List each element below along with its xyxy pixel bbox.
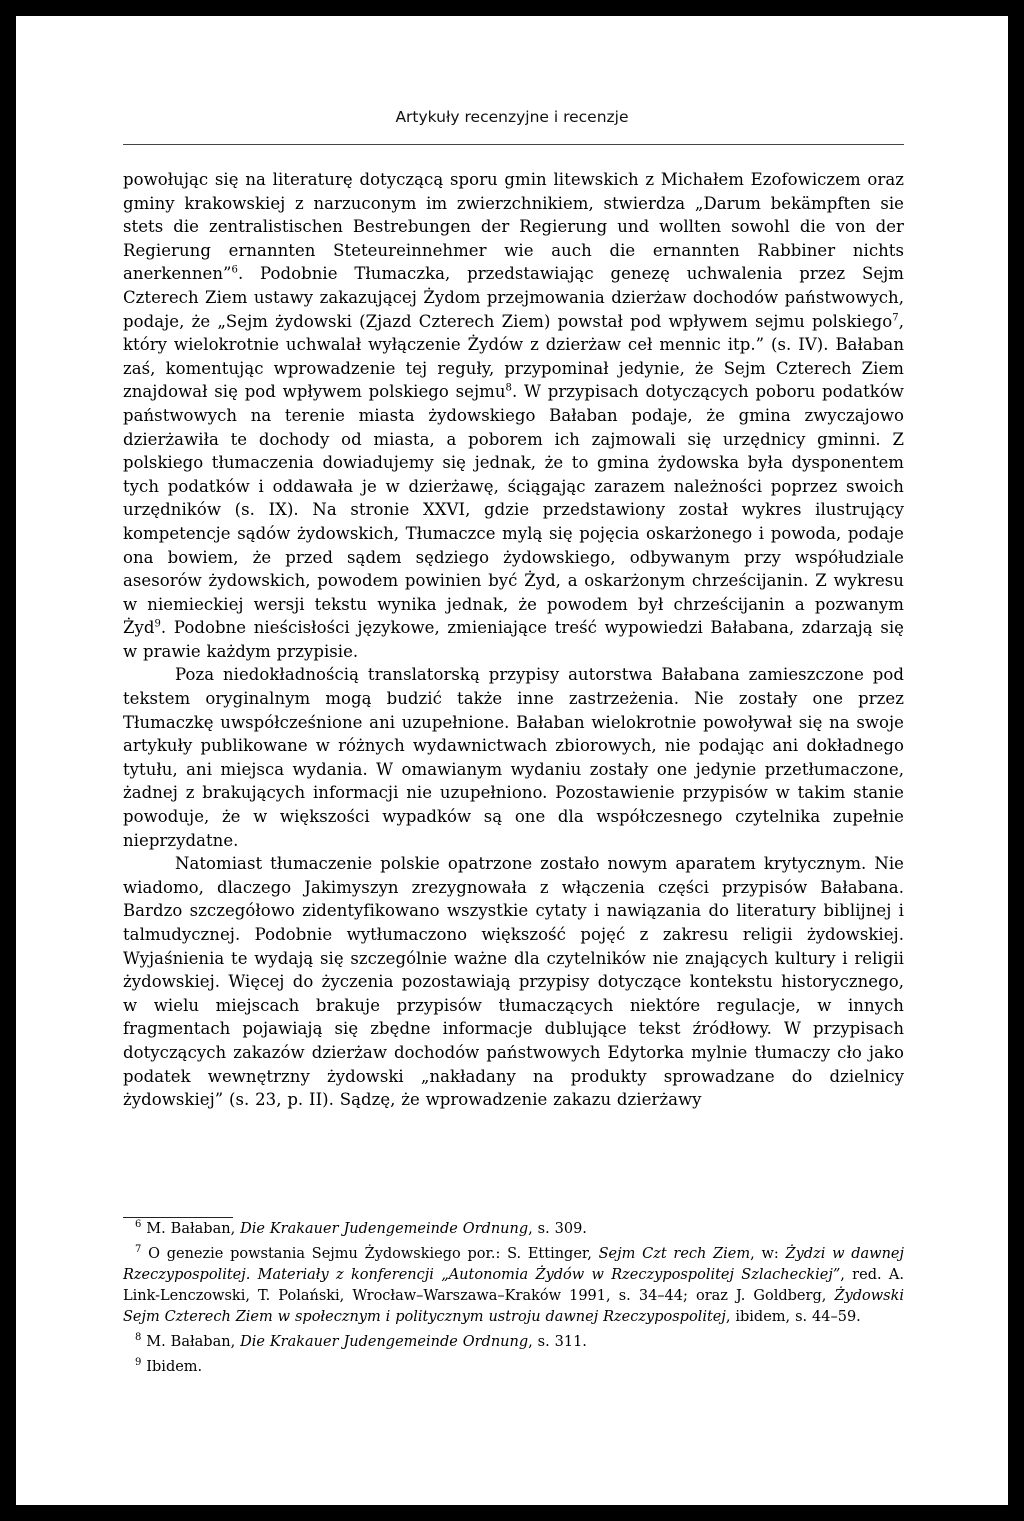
footnote-text: , w:: [750, 1246, 786, 1262]
footnote-text: M. Bałaban,: [146, 1334, 241, 1350]
footnote-number: 6: [135, 1219, 142, 1231]
footnote-text: M. Bałaban,: [146, 1221, 241, 1237]
footnote-number: 8: [135, 1332, 142, 1344]
document-page: [16, 16, 1008, 1505]
footnotes: [123, 1219, 904, 1382]
footnote-title: Die Krakauer Judengemeinde Ordnung: [240, 1221, 529, 1237]
footnote-7: [123, 1244, 904, 1328]
footnote-text: , s. 309.: [528, 1221, 587, 1237]
footnote-title: Żydzi w dawnej Rzeczypospolitej. Materiały z konferencji „Autonomia Żydów w Rzeczypospolitej Szlacheckiej”: [123, 1246, 904, 1283]
footnote-text: , ibidem, s. 44–59.: [725, 1309, 861, 1325]
footnote-ref-9[interactable]: 9: [154, 618, 161, 630]
paragraph-3: Natomiast tłumaczenie polskie opatrzone zostało nowym aparatem krytycznym. Nie wiadomo, dlaczego Jakimyszyn zrezygnowała z włączenia części przypisów Bałabana. Bardzo szczegółowo zidentyfikowano wszystkie cytaty i nawiązania do literatury biblijnej i talmudycznej. Podobnie wytłumaczono większość pojęć z zakresu religii żydowskiej. Wyjaśnienia te wydają się szczególnie ważne dla czytelników nie znających kultury i religii żydowskiej. Więcej do życzenia pozostawiają przypisy dotyczące kontekstu historycznego, w wielu miejscach brakuje przypisów tłumaczących niektóre regulacje, w innych fragmentach pojawiają się zbędne informacje dublujące tekst źródłowy. W przypisach dotyczących zakazów dzierżaw dochodów państwowych Edytorka mylnie tłumaczy cło jako podatek wewnętrzny żydowski „nakładany na produkty sprowadzane do dzielnicy żydowskiej” (s. 23, p. II). Sądzę, że wprowadzenie zakazu dzierżawy: [123, 854, 904, 1110]
footnote-text: , s. 311.: [528, 1334, 587, 1350]
paragraph-1-text-c: , który wielokrotnie uchwalał wyłączenie Żydów z dzierżaw ceł mennic itp.” (s. IV). Bałaban zaś, komentując wprowadzenie tej reguły, przypominał jedynie, że Sejm Czterech Ziem znajdował się pod wpływem polskiego sejmu: [123, 311, 904, 402]
paragraph-1-text-d: . W przypisach dotyczących poboru podatków państwowych na terenie miasta żydowskiego Bałaban podaje, że gmina zwyczajowo dzierżawiła te dochody od miasta, a poborem ich zajmowali się urzędnicy gminni. Z polskiego tłumaczenia dowiadujemy się jednak, że to gmina żydowska była dysponentem tych podatków i oddawała je w dzierżawę, ściągając zarazem należności poprzez swoich urzędników (s. IX). Na stronie XXVI, gdzie przedstawiony został wykres ilustrujący kompetencje sądów żydowskich, Tłumaczce mylą się pojęcia oskarżonego i powoda, podaje ona bowiem, że przed sądem sędziego żydowskiego, odbywanym przy współudziale asesorów żydowskich, powodem powinien być Żyd, a oskarżonym chrześcijanin. Z wykresu w niemieckiej wersji tekstu wynika jednak, że powodem był chrześcijanin a pozwanym Żyd: [123, 382, 904, 638]
footnote-title: Żydowski Sejm Czterech Ziem w społecznym i politycznym ustroju dawnej Rzeczypospolitej: [123, 1288, 904, 1325]
paragraph-1-text-e: . Podobne nieścisłości językowe, zmieniające treść wypowiedzi Bałabana, zdarzają się w prawie każdym przypisie.: [123, 618, 904, 661]
footnote-6: [123, 1219, 904, 1240]
running-head: Artykuły recenzyjne i recenzje: [395, 108, 629, 126]
footnote-ref-7[interactable]: 7: [892, 312, 899, 324]
header-rule: [123, 144, 904, 145]
footnote-number: 9: [135, 1357, 142, 1369]
footnote-9: [123, 1357, 904, 1378]
body-text: [123, 168, 904, 1112]
footnote-rule: [123, 1217, 233, 1218]
footnote-ref-8[interactable]: 8: [505, 382, 512, 394]
footnote-title: Die Krakauer Judengemeinde Ordnung: [240, 1334, 529, 1350]
paragraph-2: Poza niedokładnością translatorską przypisy autorstwa Bałabana zamieszczone pod tekstem oryginalnym mogą budzić także inne zastrzeżenia. Nie zostały one przez Tłumaczkę uwspółcześnione ani uzupełnione. Bałaban wielokrotnie powoływał się na swoje artykuły publikowane w różnych wydawnictwach zbiorowych, nie podając ani dokładnego tytułu, ani miejsca wydania. W omawianym wydaniu zostały one jedynie przetłumaczone, żadnej z brakujących informacji nie uzupełniono. Pozostawienie przypisów w takim stanie powoduje, że w większości wypadków są one dla współczesnego czytelnika zupełnie nieprzydatne.: [123, 665, 904, 850]
paragraph-1-text-a: powołując się na literaturę dotyczącą sporu gmin litewskich z Michałem Ezofowiczem oraz gminy krakowskiej z narzuconym im zwierzchnikiem, stwierdza „Darum bekämpften sie stets die zentralistischen Bestrebungen der Regierung und wollten sowohl die von der Regierung ernannten Steteureinnehmer wie auch die ernannten Rabbiner nichts anerkennen”: [123, 170, 904, 284]
footnote-text: O genezie powstania Sejmu Żydowskiego por.: S. Ettinger,: [148, 1246, 599, 1262]
footnote-8: [123, 1332, 904, 1353]
footnote-text: , red. A. Link-Lenczowski, T. Polański, Wrocław–Warszawa–Kraków 1991, s. 34–44; oraz J. Goldberg,: [123, 1267, 904, 1304]
footnote-number: 7: [135, 1244, 142, 1256]
footnote-title: Sejm Czt rech Ziem: [598, 1246, 751, 1262]
footnote-ref-6[interactable]: 6: [231, 264, 238, 276]
paragraph-1-text-b: . Podobnie Tłumaczka, przedstawiając genezę uchwalenia przez Sejm Czterech Ziem ustawy zakazującej Żydom przejmowania dzierżaw dochodów państwowych, podaje, że „Sejm żydowski (Zjazd Czterech Ziem) powstał pod wpływem sejmu polskiego: [123, 264, 904, 331]
paragraph-1: [123, 168, 904, 663]
footnote-text: Ibidem.: [146, 1359, 203, 1375]
